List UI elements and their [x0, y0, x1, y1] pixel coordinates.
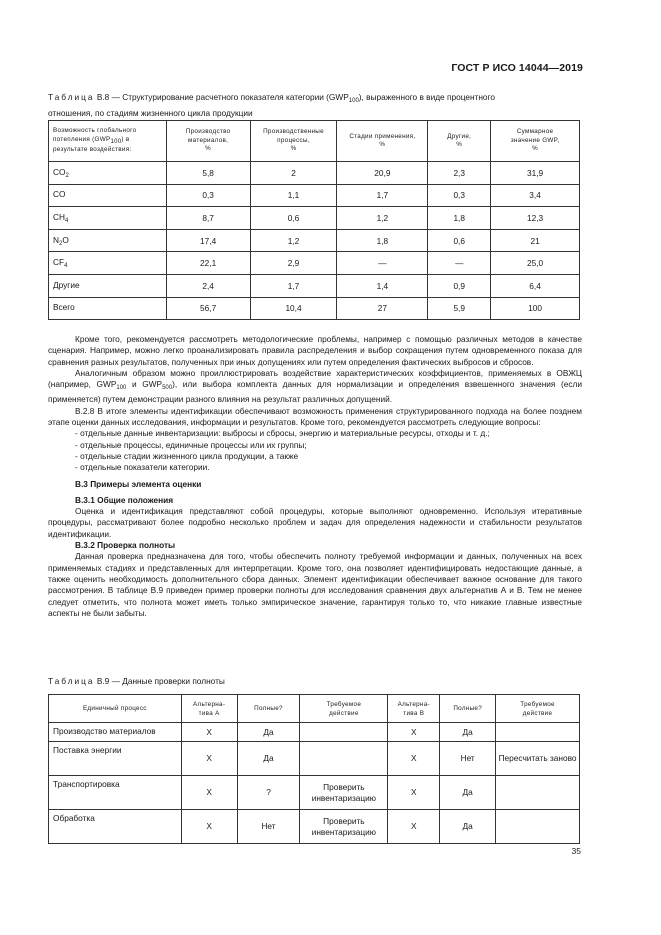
cell: 12,3 [491, 207, 580, 230]
row-label: $CH_4$ [49, 207, 167, 230]
table-row [49, 742, 580, 776]
table-b8 [48, 120, 580, 320]
cell [496, 810, 580, 844]
cell: ? [237, 776, 300, 810]
cell: 2,9 [250, 252, 337, 275]
table-row [49, 162, 580, 185]
cell: 17,4 [166, 229, 250, 252]
list-item: - отдельные данные инвентаризации: выбросы и сбросы, энергию и материальные ресурсы, отходы и т. д.; [75, 428, 490, 439]
paragraph: В.2.8 В итоге элементы идентификации обеспечивают возможность применения структурированного подхода на более позднем этапе оценки данных исследования, информации и результатов. Кроме того, рекомендуется рассмотреть следующие вопросы: [48, 405, 582, 428]
cell: 100 [491, 297, 580, 320]
row-label: CO [49, 184, 167, 207]
cell: 0,6 [428, 229, 491, 252]
table-b9 [48, 694, 580, 844]
subsection-heading: В.3.2 Проверка полноты [75, 540, 176, 551]
paragraph: Данная проверка предназначена для того, чтобы обеспечить полноту требуемой информации и данных, полученных на всех применяемых стадиях и представленных для интерпретации. Кроме того, она позволяет идентифицировать недостающие данные, а также оценить необходимость дополнительного сбора данных. Элемент идентификации обеспечивает важное основание для такого рассмотрения. В таблице В.9 приведен пример проверки полноты для исследования сравнения двух альтернатив А и В. Тем не менее следует отметить, что полнота может иметь только эмпирическое значение, гарантируя только то, что никакие главные известные аспекты не были забыты. [48, 551, 582, 618]
cell: 0,3 [166, 184, 250, 207]
table-row [49, 229, 580, 252]
list-item: - отдельные стадии жизненного цикла продукции, а также [75, 450, 299, 461]
cell: X [388, 742, 440, 776]
col-header-action-b: Требуемое действие [496, 695, 580, 723]
cell: 5,9 [428, 297, 491, 320]
list-item: - отдельные показатели категории. [75, 462, 210, 473]
cell: Пересчитать заново [496, 742, 580, 776]
subsection-heading: В.3.1 Общие положения [75, 494, 174, 505]
col-header-alt-b: Альтерна- тива В [388, 695, 440, 723]
cell: 0,6 [250, 207, 337, 230]
col-header-use-stage: Стадии применения, % [337, 121, 428, 162]
cell: 1,7 [250, 274, 337, 297]
cell [496, 776, 580, 810]
row-label: Транспортировка [49, 776, 182, 810]
list-item: - отдельные процессы, единичные процессы или их группы; [75, 439, 307, 450]
table-row [49, 274, 580, 297]
caption-number: В.8 [96, 92, 110, 102]
cell: X [181, 723, 237, 742]
cell: 1,2 [250, 229, 337, 252]
paragraph: Кроме того, рекомендуется рассмотреть методологические проблемы, например с помощью различных методов в качестве сценария. Например, можно легко проанализировать правила распределения и выбор сокращения путем одновременного показа для сравнения разных результатов, полученных при иных допущениях или путем определения фактических выбросов и сбросов. [48, 334, 582, 367]
cell: 21 [491, 229, 580, 252]
row-label: Поставка энергии [49, 742, 182, 776]
cell: 2,3 [428, 162, 491, 185]
row-label: Производство материалов [49, 723, 182, 742]
cell: 2 [250, 162, 337, 185]
cell: X [181, 810, 237, 844]
paragraph: Оценка и идентификация представляют собой процедуры, которые выполняют одновременно. Используя итеративные процедуры, рассматривают более подробно несколько проблем и задач для определения надежности и стабильности результатов идентификации. [48, 506, 582, 539]
table-row [49, 184, 580, 207]
cell: 1,4 [337, 274, 428, 297]
row-label: Другие [49, 274, 167, 297]
row-label: $CO_2$ [49, 162, 167, 185]
cell: 3,4 [491, 184, 580, 207]
cell: 22,1 [166, 252, 250, 275]
caption-text: — Структурирование расчетного показателя категории (GWP [109, 92, 349, 102]
cell: Да [440, 776, 496, 810]
cell: Проверить инвентаризацию [300, 776, 388, 810]
col-header-gwp: Возможность глобального потепления (GWP100) в результате воздействия: [49, 121, 167, 162]
col-header-total: Суммарное значение GWP, % [491, 121, 580, 162]
cell: Нет [440, 742, 496, 776]
cell: 2,4 [166, 274, 250, 297]
col-header-materials: Производство материалов, % [166, 121, 250, 162]
cell: 5,8 [166, 162, 250, 185]
col-header-other: Другие, % [428, 121, 491, 162]
table-b8-caption [48, 91, 495, 119]
table-row [49, 252, 580, 275]
cell: X [181, 742, 237, 776]
cell: Нет [237, 810, 300, 844]
caption-text-end: ), выраженного в виде процентного [358, 92, 496, 102]
col-header-unit-process: Единичный процесс [49, 695, 182, 723]
table-row [49, 297, 580, 320]
cell: 0,3 [428, 184, 491, 207]
table-row [49, 723, 580, 742]
row-label: Всего [49, 297, 167, 320]
cell: — [337, 252, 428, 275]
cell: 31,9 [491, 162, 580, 185]
cell: 1,2 [337, 207, 428, 230]
cell: X [388, 810, 440, 844]
caption-text: В.9 — Данные проверки полноты [96, 676, 225, 686]
body-text [48, 334, 582, 619]
caption-label: Таблица [48, 92, 95, 102]
table-row [49, 207, 580, 230]
cell: 1,8 [337, 229, 428, 252]
cell: Да [440, 723, 496, 742]
cell: X [388, 776, 440, 810]
cell: 1,8 [428, 207, 491, 230]
table-row [49, 776, 580, 810]
cell: 25,0 [491, 252, 580, 275]
table-row [49, 810, 580, 844]
col-header-action-a: Требуемое действие [300, 695, 388, 723]
cell: Да [237, 742, 300, 776]
cell: Да [440, 810, 496, 844]
cell: 0,9 [428, 274, 491, 297]
cell [496, 723, 580, 742]
section-heading: В.3 Примеры элемента оценки [75, 478, 202, 489]
col-header-complete-a: Полные? [237, 695, 300, 723]
col-header-processes: Производственные процессы, % [250, 121, 337, 162]
row-label: $CF_4$ [49, 252, 167, 275]
cell: Проверить инвентаризацию [300, 810, 388, 844]
cell: X [388, 723, 440, 742]
standard-header: ГОСТ Р ИСО 14044—2019 [451, 62, 583, 74]
cell: 8,7 [166, 207, 250, 230]
cell: 6,4 [491, 274, 580, 297]
cell: 1,7 [337, 184, 428, 207]
page-number: 35 [571, 846, 581, 856]
cell [300, 723, 388, 742]
caption-line-2: отношения, по стадиям жизненного цикла продукции [48, 108, 253, 118]
row-label: $N_2O$ [49, 229, 167, 252]
col-header-complete-b: Полные? [440, 695, 496, 723]
cell: — [428, 252, 491, 275]
cell: 10,4 [250, 297, 337, 320]
cell: 27 [337, 297, 428, 320]
caption-label: Таблица [48, 676, 95, 686]
cell: 56,7 [166, 297, 250, 320]
caption-subscript: 100 [348, 98, 359, 104]
table-header-row [49, 121, 580, 162]
row-label: Обработка [49, 810, 182, 844]
cell: 20,9 [337, 162, 428, 185]
cell: 1,1 [250, 184, 337, 207]
cell: Да [237, 723, 300, 742]
cell: X [181, 776, 237, 810]
paragraph: Аналогичным образом можно проиллюстрировать воздействие характеристических коэффициентов, применяемых в ОВЖЦ (например, $GWP_{100}$ и $GWP_{500}$), или выбора комплекта данных для нормализации и определения взвешенного значения (если применяется) путем демонстрации разного влияния на результат различных допущений. [48, 367, 583, 405]
table-b9-caption [48, 675, 225, 687]
cell [300, 742, 388, 776]
table-header-row [49, 695, 580, 723]
col-header-alt-a: Альтерна- тива А [181, 695, 237, 723]
